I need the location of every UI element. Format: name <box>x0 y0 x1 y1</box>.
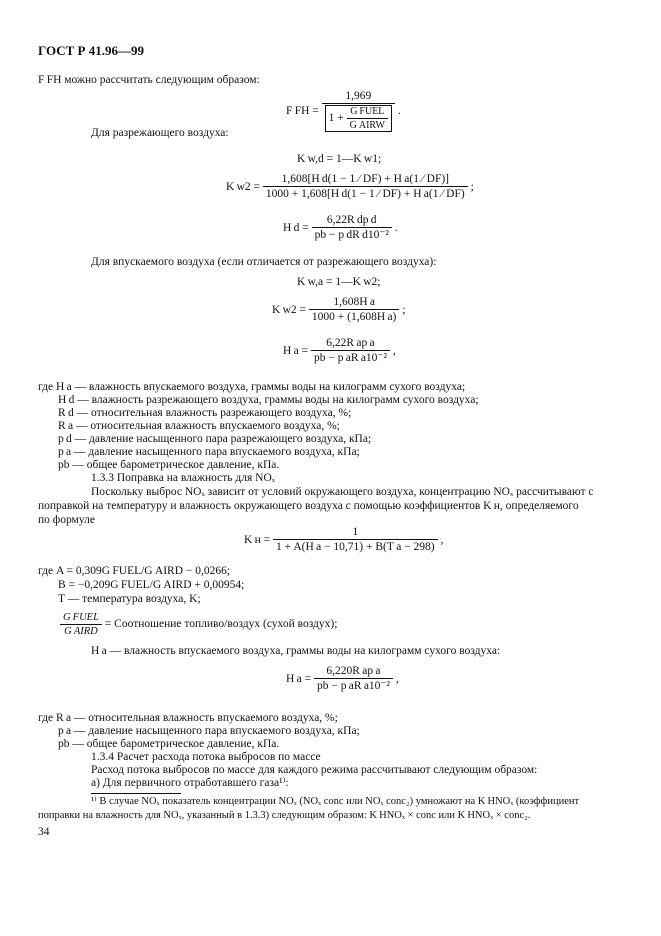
ha2-numerator: 6,220R ap a <box>326 665 381 677</box>
footnote-line2: поправки на влажность для NOₓ, указанный в 1.3.3) следующим образом: K HNOₓ × conc или K HNOₓ × conc₂. <box>38 810 531 821</box>
where-item: p d — давление насыщенного пара разрежающего воздуха, кПа; <box>58 433 372 445</box>
footnote-line1: ¹⁾ В случае NOₓ показатель концентрации NOₓ (NOₓ conc или NOₓ conc₂) умножают на K HNOₓ (коэффициент <box>91 796 580 807</box>
item-a: а) Для первичного отработавшего газа¹⁾: <box>91 777 289 789</box>
eq-kh <box>244 526 443 554</box>
kw2-lhs: K w2 = <box>226 180 261 193</box>
kh-tail: , <box>440 533 444 546</box>
ha-numerator: 6,22R ap a <box>326 337 375 349</box>
where-item: p a — давление насыщенного пара впускаемого воздуха, кПа; <box>58 446 360 458</box>
where-pa: p a — давление насыщенного пара впускаемого воздуха, кПа; <box>58 725 360 737</box>
footnote-rule <box>91 793 181 794</box>
ha2-lhs: H a = <box>286 672 312 685</box>
kw2b-denominator: 1000 + (1,608H a) <box>309 309 399 324</box>
ratio-text: = Соотношение топливо/воздух (сухой воздух); <box>104 618 338 631</box>
kw2b-numerator: 1,608H a <box>333 296 375 308</box>
document-header: ГОСТ Р 41.96—99 <box>38 43 144 58</box>
eq-ha2 <box>286 665 399 693</box>
ha2-tail: , <box>395 672 399 685</box>
kw2-denominator: 1000 + 1,608[H d(1 − 1 ⁄ DF) + H a(1 ⁄ DF) <box>263 186 468 201</box>
ffh-tail: . <box>397 104 401 117</box>
hd-numerator: 6,22R dp d <box>326 214 377 226</box>
ffh-inner: 1 + <box>328 112 344 125</box>
ratio-definition <box>60 612 337 638</box>
ha2-denominator: pb − p aR a10⁻² <box>314 678 393 693</box>
ha-lhs: H a = <box>283 344 309 357</box>
eq-kw2b <box>272 296 405 324</box>
section-133-title: 1.3.3 Поправка на влажность для NOₓ <box>91 472 276 484</box>
intro-ffh: F FH можно рассчитать следующим образом: <box>38 74 260 86</box>
hd-tail: . <box>394 221 398 234</box>
kh-lhs: K н = <box>244 533 271 546</box>
ratio-numerator: G FUEL <box>63 612 99 623</box>
eq-ha <box>283 337 396 365</box>
kw2b-lhs: K w2 = <box>272 303 307 316</box>
where-item: pb — общее барометрическое давление, кПа. <box>58 459 280 471</box>
ffh-inner-numerator: G FUEL <box>350 106 385 118</box>
ffh-bracket <box>325 105 392 132</box>
where-b: B = −0,209G FUEL/G AIRD + 0,00954; <box>58 579 245 591</box>
ffh-numerator: 1,969 <box>345 90 372 102</box>
ha-denominator: pb − p aR a10⁻² <box>311 350 390 365</box>
ha-definition: H a — влажность впускаемого воздуха, граммы воды на килограмм сухого воздуха: <box>91 645 501 657</box>
para-133-line2: поправкой на температуру и влажность окружающего воздуха с помощью коэффициентов K н, определяемого <box>38 500 579 512</box>
where-item: R d — относительная влажность разрежающего воздуха, %; <box>58 407 352 419</box>
where-a: где A = 0,309G FUEL/G AIRD − 0,0266; <box>38 565 231 577</box>
ffh-lhs: F FH = <box>286 104 319 117</box>
para-134: Расход потока выбросов по массе для каждого режима рассчитывают следующим образом: <box>91 764 538 776</box>
hd-lhs: H d = <box>283 221 309 234</box>
ffh-inner-denominator: G AIRW <box>347 118 388 132</box>
where-ra: где R a — относительная влажность впускаемого воздуха, %; <box>38 712 338 724</box>
kh-numerator: 1 <box>352 526 359 538</box>
ffh-equation <box>286 90 401 132</box>
where-t: T — температура воздуха, K; <box>58 593 201 605</box>
dilution-title: Для разрежающего воздуха: <box>91 127 229 139</box>
where-item: H d — влажность разрежающего воздуха, граммы воды на килограмм сухого воздуха; <box>58 394 479 406</box>
section-134-title: 1.3.4 Расчет расхода потока выбросов по массе <box>91 751 321 763</box>
where-item: где H a — влажность впускаемого воздуха, граммы воды на килограмм сухого воздуха; <box>38 381 466 393</box>
eq-hd <box>283 214 398 242</box>
para-133-line3: по формуле <box>38 514 95 526</box>
eq-kw2 <box>226 173 474 201</box>
kw2b-tail: ; <box>402 303 406 316</box>
eq-kwd: K w,d = 1—K w1; <box>297 153 382 165</box>
where-pb: pb — общее барометрическое давление, кПа. <box>58 738 280 750</box>
page-number: 34 <box>38 826 50 838</box>
intake-title: Для впускаемого воздуха (если отличается от разрежающего воздуха): <box>91 256 437 268</box>
ha-tail: , <box>392 344 396 357</box>
para-133-line1: Поскольку выброс NOₓ зависит от условий окружающего воздуха, концентрацию NOₓ рассчитывают с <box>91 486 594 498</box>
eq-kwa: K w,a = 1—K w2; <box>297 276 381 288</box>
ratio-denominator: G AIRD <box>60 624 102 638</box>
kh-denominator: 1 + A(H a − 10,71) + B(T a − 298) <box>273 539 438 554</box>
where-item: R a — относительная влажность впускаемого воздуха, %; <box>58 420 340 432</box>
hd-denominator: pb − p dR d10⁻² <box>312 227 392 242</box>
kw2-numerator: 1,608[H d(1 − 1 ⁄ DF) + H a(1 ⁄ DF)] <box>281 173 449 185</box>
kw2-tail: ; <box>470 180 474 193</box>
